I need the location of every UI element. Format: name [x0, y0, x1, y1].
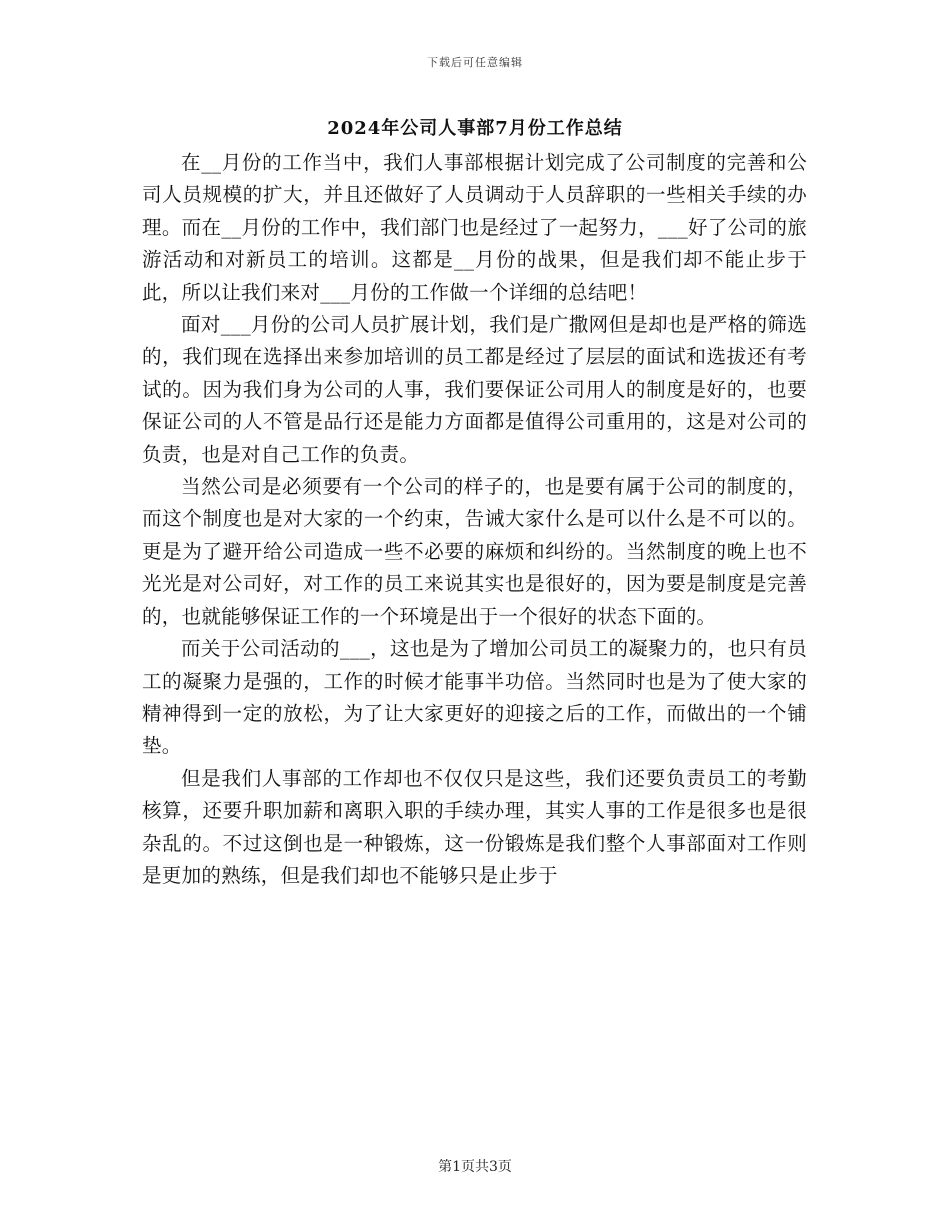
- document-title: 2024年公司人事部7月份工作总结: [327, 118, 623, 139]
- page-header-note: 下载后可任意编辑: [427, 56, 523, 69]
- paragraph-1: 在__月份的工作当中，我们人事部根据计划完成了公司制度的完善和公司人员规模的扩大，并且还做好了人员调动于人员辞职的一些相关手续的办理。而在__月份的工作中，我们部门也是经过了一起努力，___好了公司的旅游活动和对新员工的培训。这都是__月份的战果，但是我们却不能止步于此，所以让我们来对___月份的工作做一个详细的总结吧！: [142, 151, 807, 304]
- page-number: 第1页共3页: [438, 1159, 512, 1175]
- document-body: [142, 147, 807, 892]
- paragraph-5: 但是我们人事部的工作却也不仅仅只是这些，我们还要负责员工的考勤核算，还要升职加薪和离职入职的手续办理，其实人事的工作是很多也是很杂乱的。不过这倒也是一种锻炼，这一份锻炼是我们整个人事部面对工作则是更加的熟练，但是我们却也不能够只是止步于: [142, 766, 807, 887]
- paragraph-2: 面对___月份的公司人员扩展计划，我们是广撒网但是却也是严格的筛选的，我们现在选择出来参加培训的员工都是经过了层层的面试和选拔还有考试的。因为我们身为公司的人事，我们要保证公司用人的制度是好的，也要保证公司的人不管是品行还是能力方面都是值得公司重用的，这是对公司的负责，也是对自己工作的负责。: [142, 313, 807, 466]
- paragraph-3: 当然公司是必须要有一个公司的样子的，也是要有属于公司的制度的，而这个制度也是对大家的一个约束，告诫大家什么是可以什么是不可以的。更是为了避开给公司造成一些不必要的麻烦和纠纷的。当然制度的晚上也不光光是对公司好，对工作的员工来说其实也是很好的，因为要是制度是完善的，也就能够保证工作的一个环境是出于一个很好的状态下面的。: [142, 475, 807, 628]
- paragraph-4: 而关于公司活动的___，这也是为了增加公司员工的凝聚力的，也只有员工的凝聚力是强的，工作的时候才能事半功倍。当然同时也是为了使大家的精神得到一定的放松，为了让大家更好的迎接之后的工作，而做出的一个铺垫。: [142, 637, 807, 758]
